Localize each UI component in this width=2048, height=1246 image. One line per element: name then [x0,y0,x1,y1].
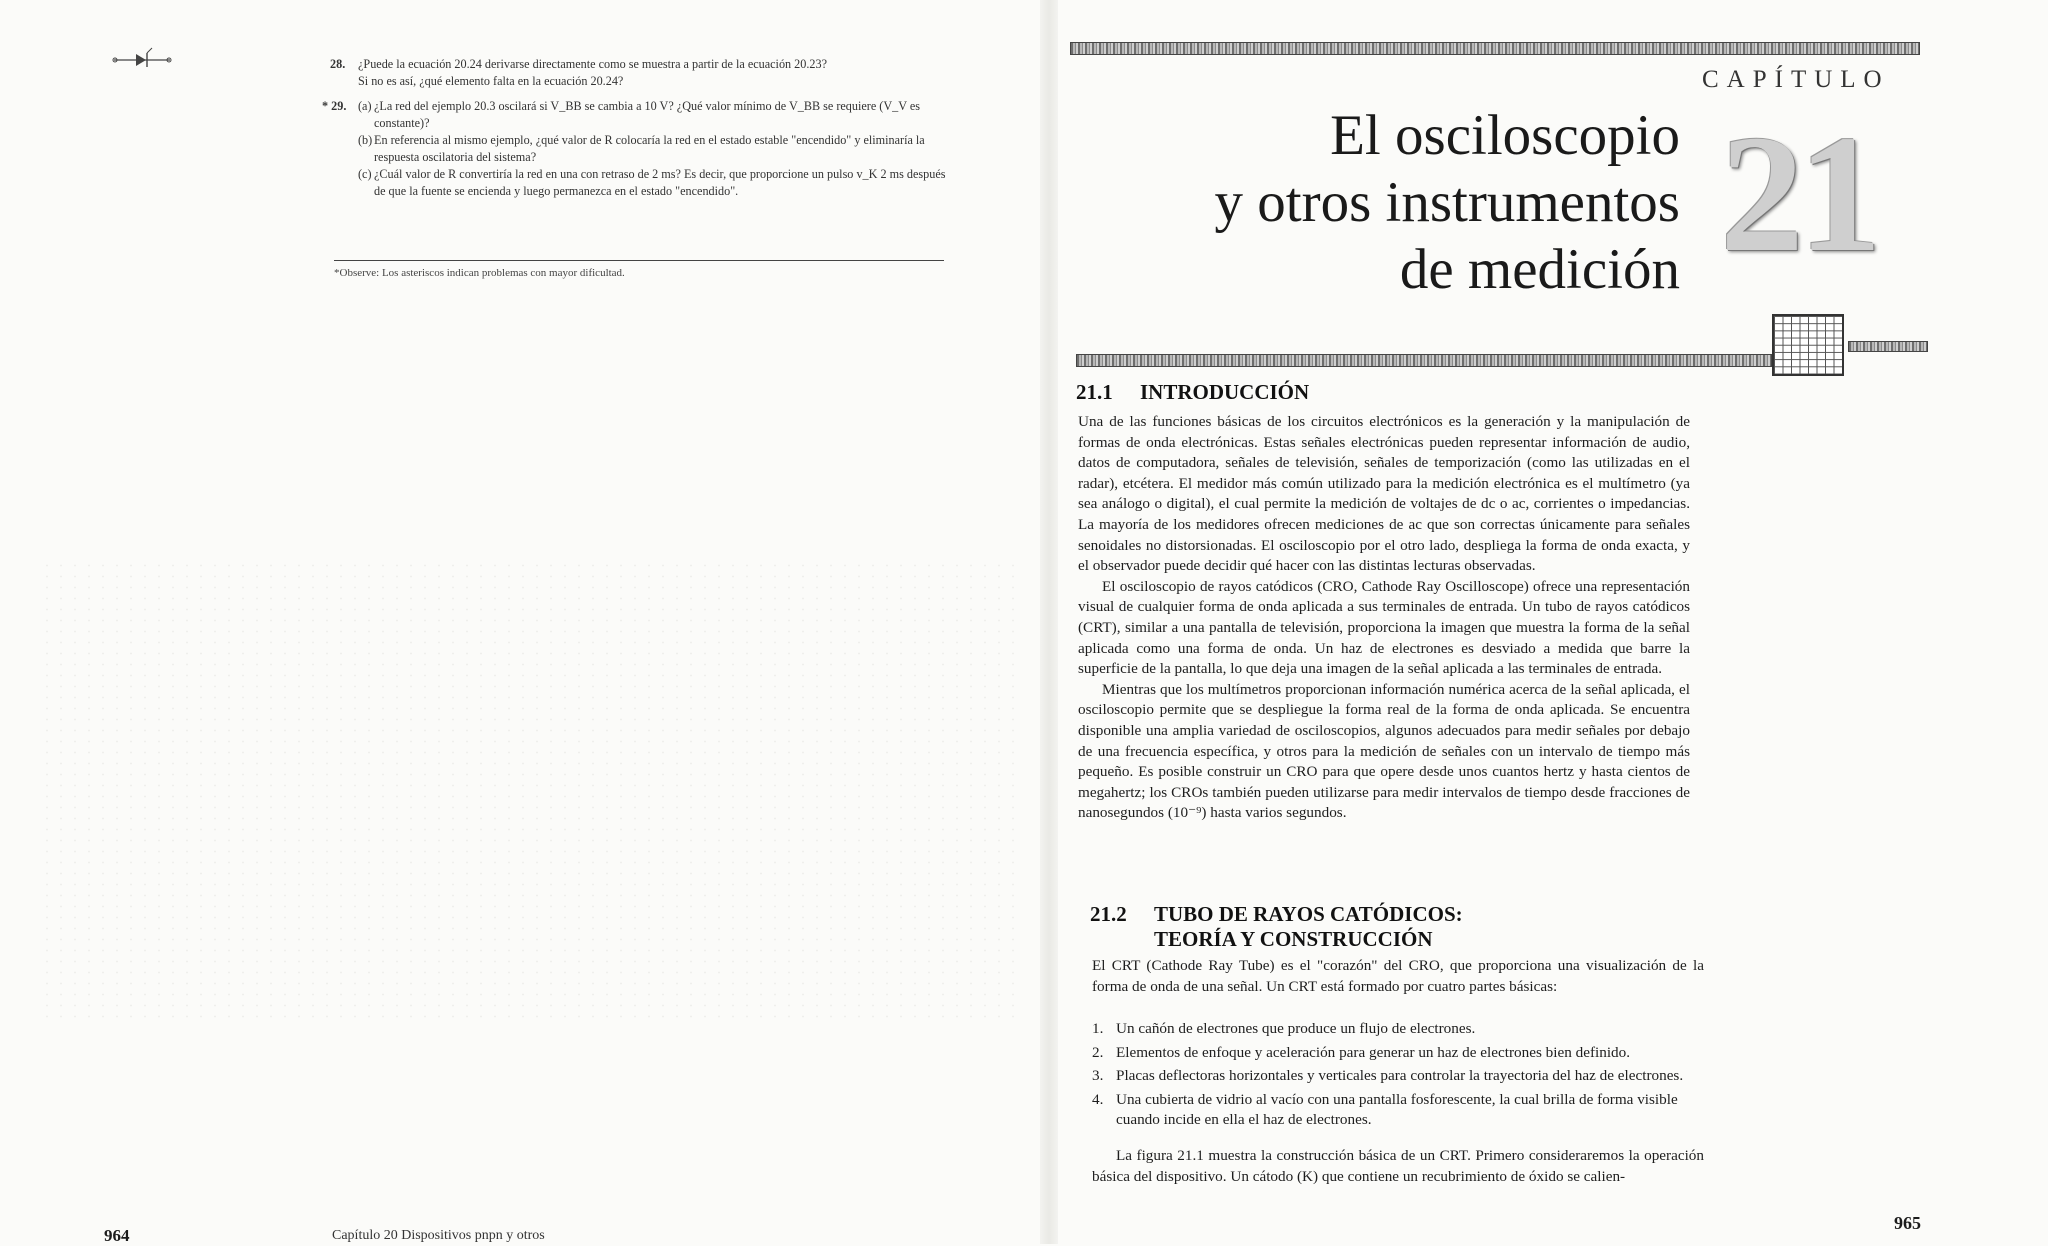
chapter-title-line: El osciloscopio [1330,104,1680,167]
list-text: Elementos de enfoque y aceleración para generar un haz de electrones bien definido. [1116,1043,1631,1061]
list-item [1092,1019,1702,1040]
list-number: 1. [1092,1020,1104,1037]
book-gutter [1040,0,1058,1244]
left-page-number: 964 [104,1226,130,1245]
paragraph: El CRT (Cathode Ray Tube) es el "corazón" del CRO, que proporciona una visualización de la forma de onda de una señal. Un CRT está formado por cuatro partes básicas: [1092,957,1704,995]
chapter-title-line: de medición [1399,238,1680,301]
section-heading-21-2 [1090,902,1463,952]
crt-parts-list [1092,1019,1702,1134]
part-letter: (b) [358,133,373,147]
list-number: 2. [1092,1043,1104,1061]
problem-number: 28. [330,57,346,71]
problem-28 [330,56,946,90]
part-text: ¿La red del ejemplo 20.3 oscilará si V_BB se cambia a 10 V? ¿Qué valor mínimo de V_BB se requiere (V_V es constante)? [374,99,921,130]
chapter-bar-tail [1848,341,1928,352]
chapter-label: CAPÍTULO [1702,66,1890,93]
list-item [1092,1043,1702,1064]
footnote-rule [334,260,944,261]
list-text: Placas deflectoras horizontales y verticales para controlar la trayectoria del haz de electrones. [1116,1067,1684,1085]
footnote: *Observe: Los asteriscos indican problemas con mayor dificultad. [334,267,625,279]
chapter-number: 21 [1720,101,1876,287]
paragraph: Una de las funciones básicas de los circuitos electrónicos es la generación y la manipulación de formas de onda electrónicas. Estas señales electrónicas pueden representar información de audio, datos de computadora, señales de televisión, señales de temporización (como las utilizadas en el radar), etcétera. El medidor más común utilizado para la medición electrónica es el multímetro (ya sea análogo o digital), el cual permite la medición de voltajes de dc o ac, corrientes o impedancias. La mayoría de los medidores ofrecen mediciones de ac que son correctas únicamente para señales senoidales no distorsionadas. El osciloscopio por el otro lado, despliega la forma de onda exacta, y el observador puede decidir qué hacer con las distintas lecturas observadas. [1078,413,1690,575]
part-text: ¿Cuál valor de R convertiría la red en una con retraso de 2 ms? Es decir, que proporcione un pulso v_K 2 ms después de que la fuente se encienda y luego permanezca en el estado "encendido". [374,167,946,198]
section-number: 21.2 [1090,902,1127,926]
list-text: Una cubierta de vidrio al vacío con una pantalla fosforescente, la cual brilla de forma visible cuando incide en ella el haz de electrones. [1116,1090,1678,1129]
section-21-2-closing [1092,1146,1704,1187]
list-number: 3. [1092,1067,1104,1085]
part-letter: (c) [358,167,372,181]
problem-line: ¿Puede la ecuación 20.24 derivarse directamente como se muestra a partir de la ecuación 20.23? [358,57,828,71]
section-21-1-body [1078,412,1690,824]
list-number: 4. [1092,1090,1104,1108]
problem-part-b [336,132,946,166]
chapter-title [1090,102,1680,303]
section-21-2-intro [1092,956,1704,997]
list-item [1092,1090,1702,1131]
chapter-bar-top [1070,42,1920,55]
problem-list [322,56,946,200]
section-heading-21-1 [1076,380,1309,405]
paragraph: Mientras que los multímetros proporcionan información numérica acerca de la señal aplicada, el osciloscopio permite que se despliegue la forma real de la forma de onda aplicada. Se encuentra disponible una amplia variedad de osciloscopios, algunos adecuados para medir señales por debajo de una frecuencia específica, y otros para la medición de señales con un intervalo de tiempo más pequeño. Es posible construir un CRO para que opere desde unos cuantos hertz y hasta cientos de megahertz; los CROs también pueden utilizarse para medir intervalos de tiempo desde fracciones de nanosegundos (10⁻⁹) hasta varios segundos. [1078,680,1690,822]
problem-part-c [336,166,946,200]
section-title-line2: TEORÍA Y CONSTRUCCIÓN [1154,927,1433,951]
paragraph: El osciloscopio de rayos catódicos (CRO, Cathode Ray Oscilloscope) ofrece una representación visual de cualquier forma de onda aplicada a sus terminales de entrada. Un tubo de rayos catódicos (CRT), similar a una pantalla de televisión, proporciona la imagen que muestra la forma de la señal aplicada como una forma de onda. Un haz de electrones es desviado a medida que barre la superficie de la pantalla, lo que deja una imagen de la señal aplicada a las terminales de entrada. [1078,577,1690,678]
list-item [1092,1066,1702,1087]
section-title: TUBO DE RAYOS CATÓDICOS: [1154,902,1463,926]
part-text: En referencia al mismo ejemplo, ¿qué valor de R colocaría la red en el estado estable "encendido" y eliminaría la respuesta oscilatoria del sistema? [374,133,925,164]
section-title: INTRODUCCIÓN [1140,380,1310,404]
left-running-footer: Capítulo 20 Dispositivos pnpn y otros [332,1228,545,1243]
part-letter: (a) [358,99,372,113]
paragraph: La figura 21.1 muestra la construcción básica de un CRT. Primero consideraremos la operación básica del dispositivo. Un cátodo (K) que contiene un recubrimiento de óxido se calien- [1092,1147,1704,1185]
scan-noise [40,560,1020,1020]
right-page-number: 965 [1894,1213,1921,1233]
section-number: 21.1 [1076,380,1113,404]
problem-line: Si no es así, ¿qué elemento falta en la ecuación 20.24? [358,74,624,88]
problem-part-a [336,98,946,132]
list-text: Un cañón de electrones que produce un flujo de electrones. [1116,1020,1476,1037]
oscilloscope-screen-icon [1772,314,1844,376]
problem-number: * 29. [322,99,347,113]
diode-symbol-icon [112,46,172,72]
chapter-title-line: y otros instrumentos [1214,171,1680,234]
chapter-bar-middle [1076,354,1772,367]
problem-29 [322,98,946,200]
